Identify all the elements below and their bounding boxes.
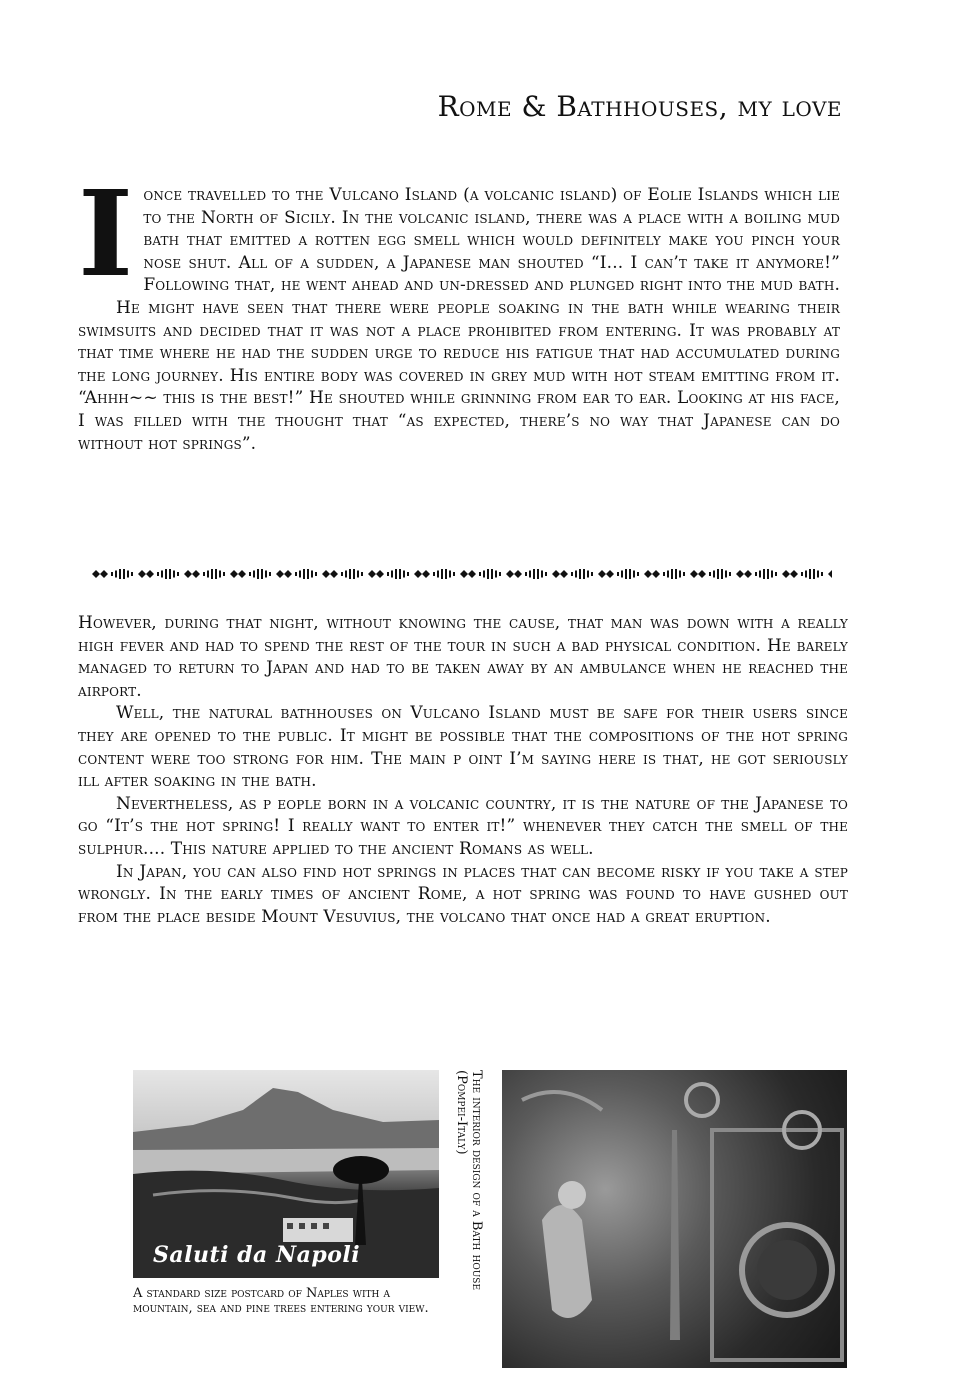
- ornament-bar: [349, 569, 351, 579]
- ornament-bar: [265, 571, 267, 578]
- ornament-bar: [495, 571, 497, 578]
- ornament-bar: [223, 572, 225, 576]
- relief-caption-text: [454, 1070, 484, 1368]
- ornament-bar: [131, 572, 133, 576]
- drop-cap: I: [78, 164, 134, 303]
- ornament-bar: [407, 572, 409, 576]
- ornament-bar: [663, 572, 665, 576]
- ornament-bar: [813, 569, 815, 579]
- continuation-paragraph-4: In Japan, you can also find hot springs in places that can become risky if you take a step wrongly. In the early times of ancient Rome, a hot spring was found to have gushed out from the place beside Mount Vesuvius, the volcano that once had a great eruption.: [78, 861, 848, 927]
- ornament-bar: [571, 572, 573, 576]
- postcard-caption: A standard size postcard of Naples with a mountain, sea and pine trees entering your view.: [133, 1286, 429, 1316]
- ornament-bar: [579, 569, 581, 579]
- ornament-bar: [269, 572, 271, 576]
- ornament-bar: [491, 569, 493, 579]
- ornament-bar: [253, 571, 255, 578]
- ornament-bar: [621, 571, 623, 578]
- ornament-bar: [537, 569, 539, 579]
- ornament-bar: [629, 569, 631, 579]
- ornament-bar: [683, 572, 685, 576]
- ornament-diamond: [230, 570, 246, 578]
- ornament-bar: [215, 569, 217, 579]
- ornament-bar: [395, 569, 397, 579]
- ornament-bar: [173, 571, 175, 578]
- ornament-bar: [449, 571, 451, 578]
- ornament-bar: [399, 569, 401, 579]
- ornament-diamond: [184, 570, 200, 578]
- ornament-bar: [345, 571, 347, 578]
- ornament-bar: [617, 572, 619, 576]
- ornament-bar: [729, 572, 731, 576]
- ornament-bar: [311, 571, 313, 578]
- ornament-bar: [801, 572, 803, 576]
- ornament-diamond: [92, 570, 108, 578]
- ornament-bar: [545, 572, 547, 576]
- ornament-diamond: [138, 570, 154, 578]
- ornament-bar: [123, 569, 125, 579]
- ornament-bar: [257, 569, 259, 579]
- bathhouse-relief-illustration: [502, 1070, 847, 1368]
- ornament-bar: [667, 571, 669, 578]
- ornament-diamond: [828, 570, 832, 578]
- relief-caption-line-2: (Pompei-Italy): [454, 1070, 469, 1155]
- intro-paragraph-1-text: once travelled to the Vulcano Island (a volcanic island) of Eolie Islands which lie to the North of Sicily. In the volcanic island, there was a place with a boiling mud bath that emitted a rotten egg smell which would definitely make you pinch your nose shut. All of a sudden, a Japanese man shouted “I... I can’t take it anymore!” Following that, he went ahead and un-dressed and plunged right into the mud bath.: [143, 185, 841, 296]
- ornament-bar: [817, 571, 819, 578]
- naples-postcard-image: [133, 1070, 439, 1278]
- ornament-bar: [295, 572, 297, 576]
- ornament-bar: [821, 572, 823, 576]
- ornament-bar: [533, 569, 535, 579]
- ornament-bar: [721, 569, 723, 579]
- ornament-bar: [483, 571, 485, 578]
- ornament-diamond: [690, 570, 706, 578]
- ornament-bar: [403, 571, 405, 578]
- ornament-bar: [725, 571, 727, 578]
- ornament-bar: [755, 572, 757, 576]
- ornament-bar: [353, 569, 355, 579]
- ornament-bar: [675, 569, 677, 579]
- ornament-bar: [299, 571, 301, 578]
- ornament-bar: [433, 572, 435, 576]
- ornament-diamond: [506, 570, 522, 578]
- ornament-bar: [575, 571, 577, 578]
- intro-text-block: [78, 164, 841, 455]
- ornament-bar: [219, 571, 221, 578]
- ornament-bar: [809, 569, 811, 579]
- ornament-bar: [499, 572, 501, 576]
- ornament-bar: [169, 569, 171, 579]
- ornament-diamond: [552, 570, 568, 578]
- ornament-bar: [671, 569, 673, 579]
- ornament-bar: [775, 572, 777, 576]
- ornament-bar: [391, 571, 393, 578]
- ornament-bar: [127, 571, 129, 578]
- ornament-bar: [315, 572, 317, 576]
- ornament-bar: [211, 569, 213, 579]
- ornament-bar: [177, 572, 179, 576]
- ornament-bar: [771, 571, 773, 578]
- ornament-bar: [709, 572, 711, 576]
- ornament-bar: [341, 572, 343, 576]
- ornament-bar: [453, 572, 455, 576]
- intro-paragraph-2: He might have seen that there were people soaking in the bath while wearing their swimsuits and decided that it was not a place prohibited from entering. It was probably at that time where he had the sudden urge to reduce his fatigue that had accumulated during the long journey. His entire body was covered in grey mud with hot steam emitting from it. “Ahhh~~ this is the best!” He shouted while grinning from ear to ear. Looking at his face, I was filled with the thought that “as expected, there’s no way that Japanese can do without hot springs”.: [78, 297, 840, 454]
- ornament-diamond: [736, 570, 752, 578]
- ornament-bar: [441, 569, 443, 579]
- ornament-bar: [529, 571, 531, 578]
- ornament-bar: [759, 571, 761, 578]
- relief-caption-line-1: The interior design of a Bath house: [469, 1070, 484, 1291]
- continuation-paragraph-3: Nevertheless, as p eople born in a volcanic country, it is the nature of the Japanese to go “It’s the hot spring! I really want to enter it!” whenever they catch the smell of the sulphur.... This nature applied to the ancient Romans as well.: [78, 793, 848, 859]
- ornament-bar: [679, 571, 681, 578]
- ornament-bar: [161, 571, 163, 578]
- ornament-bar: [361, 572, 363, 576]
- ornament-bar: [763, 569, 765, 579]
- ornament-bar: [637, 572, 639, 576]
- ornament-bar: [249, 572, 251, 576]
- ornament-bar: [119, 569, 121, 579]
- ornament-bar: [713, 571, 715, 578]
- ornament-bar: [587, 571, 589, 578]
- continuation-paragraph-2: Well, the natural bathhouses on Vulcano Island must be safe for their users since they are opened to the public. It might be possible that the compositions of the hot spring content were too strong for him. The main p oint I’m saying here is that, he got seriously ill after soaking in the bath.: [78, 703, 848, 792]
- ornament-bar: [111, 572, 113, 576]
- ornament-diamond: [368, 570, 384, 578]
- ornament-bar: [207, 571, 209, 578]
- ornament-bar: [717, 569, 719, 579]
- ornament-bar: [303, 569, 305, 579]
- continuation-paragraph-1: However, during that night, without knowing the cause, that man was down with a really high fever and had to spend the rest of the tour in such a bad physical condition. He barely managed to return to Japan and had to be taken away by an ambulance when he reached the airport.: [78, 613, 848, 701]
- ornament-bar: [203, 572, 205, 576]
- ornament-diamond: [460, 570, 476, 578]
- ornament-diamond: [322, 570, 338, 578]
- ornament-bar: [633, 571, 635, 578]
- relief-caption: [440, 1070, 500, 1368]
- ornament-bar: [157, 572, 159, 576]
- intro-paragraph-1: [78, 164, 841, 303]
- ornament-bar: [387, 572, 389, 576]
- ornament-bar: [487, 569, 489, 579]
- ornament-diamond: [782, 570, 798, 578]
- ornament-bar: [767, 569, 769, 579]
- bathhouse-relief-image: [502, 1070, 847, 1368]
- ornament-bar: [165, 569, 167, 579]
- ornament-bar: [583, 569, 585, 579]
- ornament-divider: [90, 566, 832, 582]
- ornament-bar: [437, 571, 439, 578]
- ornament-bar: [625, 569, 627, 579]
- page-title: Rome & Bathhouses, my love: [437, 90, 842, 123]
- ornament-bar: [591, 572, 593, 576]
- ornament-bar: [261, 569, 263, 579]
- ornament-diamond: [598, 570, 614, 578]
- ornament-bar: [479, 572, 481, 576]
- continuation-text-block: [78, 612, 848, 928]
- ornament-bar: [357, 571, 359, 578]
- ornament-diamond: [276, 570, 292, 578]
- ornament-diamond: [644, 570, 660, 578]
- postcard-greeting-text: Saluti da Napoli: [153, 1242, 361, 1268]
- ornament-bar: [115, 571, 117, 578]
- ornament-bar: [805, 571, 807, 578]
- ornament-bar: [445, 569, 447, 579]
- ornament-bar: [525, 572, 527, 576]
- ornament-diamond: [414, 570, 430, 578]
- ornament-bar: [541, 571, 543, 578]
- ornament-bar: [307, 569, 309, 579]
